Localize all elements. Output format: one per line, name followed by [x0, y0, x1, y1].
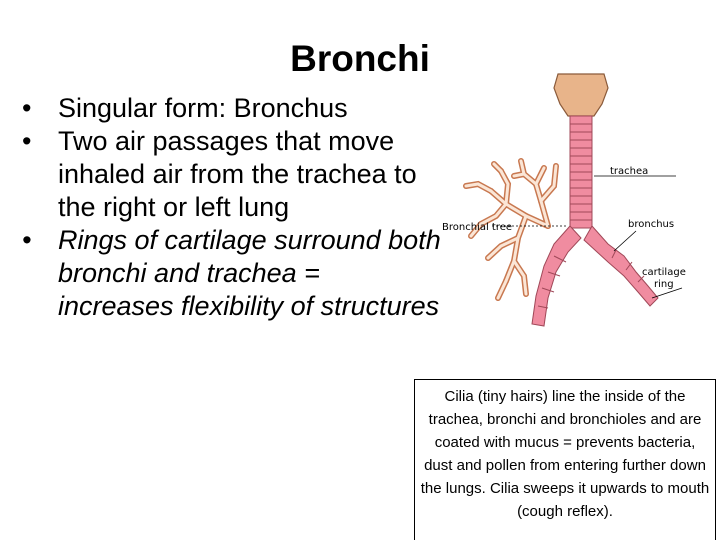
bullet-dot: •: [22, 93, 32, 123]
bullet-text: Two air passages that move inhaled air from the trachea to the right or left lung: [58, 126, 417, 222]
cilia-caption-box: [414, 379, 716, 540]
bullet-dot: •: [22, 225, 32, 255]
cilia-caption-text: Cilia (tiny hairs) line the inside of the trachea, bronchi and bronchioles and are coated with mucus = prevents bacteria, dust and pollen from entering further down the lungs. Cilia sweeps it upwards to mouth (cough reflex).: [420, 388, 710, 520]
bullet-item: [22, 125, 442, 224]
bullet-dot: •: [22, 126, 32, 156]
bullet-text: Rings of cartilage surround both bronchi and trachea = increases flexibility of structures: [58, 225, 441, 321]
bullet-item: [22, 224, 442, 323]
bronchial-tree-label: Bronchial tree: [442, 222, 513, 233]
bronchus-label: bronchus: [628, 219, 675, 230]
bullet-list: [22, 92, 442, 323]
slide-title: Bronchi: [290, 38, 430, 79]
ring-label: ring: [654, 279, 674, 290]
trachea-label: trachea: [610, 166, 649, 177]
trachea-shape: [570, 116, 592, 228]
bronchi-shape: [532, 226, 658, 326]
larynx-shape: [554, 74, 608, 116]
bronchi-diagram: [436, 66, 716, 346]
bullet-item: [22, 92, 442, 125]
cartilage-label: cartilage: [642, 267, 686, 278]
bullet-text: Singular form: Bronchus: [58, 93, 348, 123]
